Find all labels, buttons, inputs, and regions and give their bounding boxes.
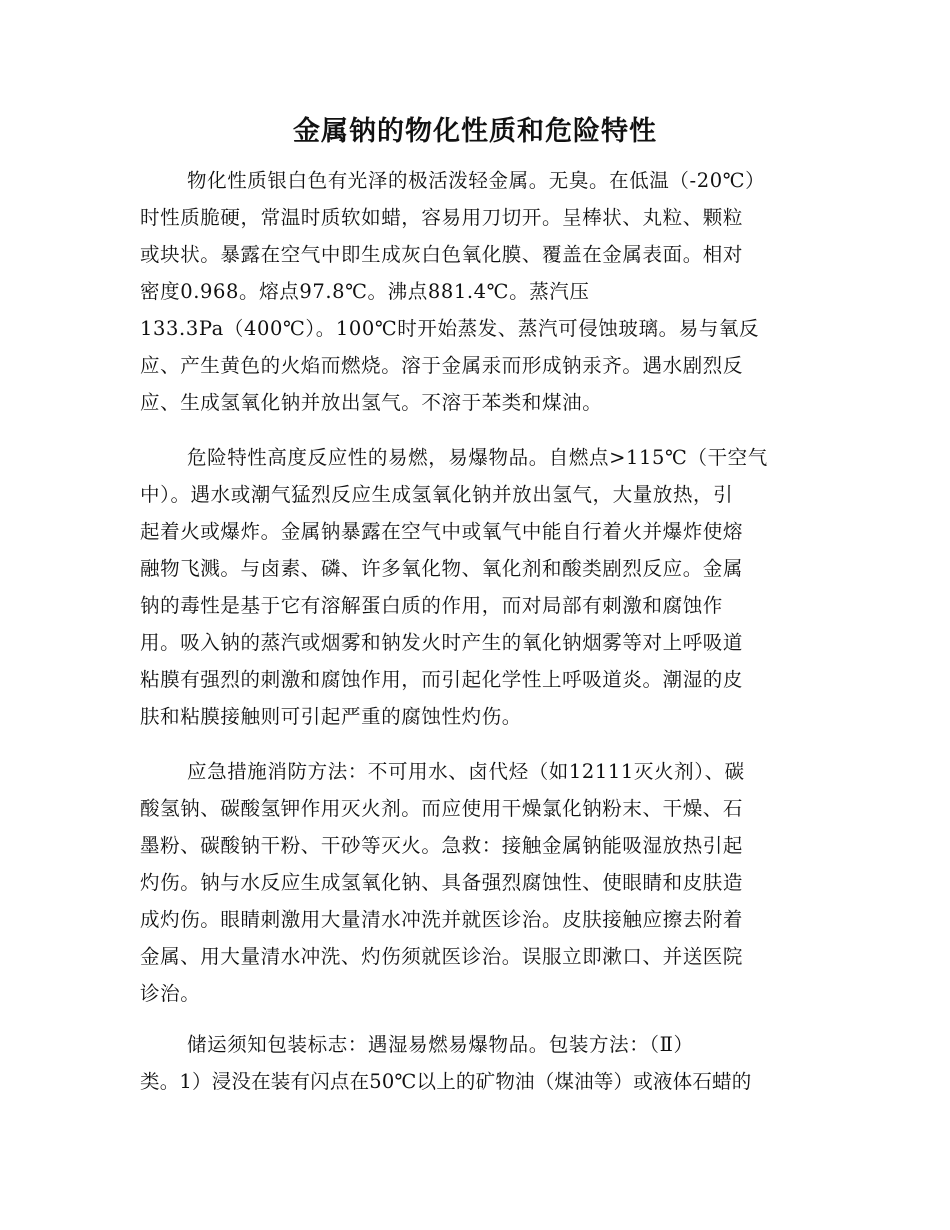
text-line: 肤和粘膜接触则可引起严重的腐蚀性灼伤。 [140,705,522,728]
text-line: 粘膜有强烈的刺激和腐蚀作用，而引起化学性上呼吸道炎。潮湿的皮 [140,668,744,691]
text-line: 成灼伤。眼睛刺激用大量清水冲洗并就医诊治。皮肤接触应擦去附着 [140,908,744,931]
paragraph-storage [140,1026,820,1100]
text-line: 用。吸入钠的蒸汽或烟雾和钠发火时产生的氧化钠烟雾等对上呼吸道 [140,631,744,654]
text-line: 金属、用大量清水冲洗、灼伤须就医诊治。误服立即漱口、并送医院 [140,945,744,968]
text-line: 133.3Pa（400℃）。100℃时开始蒸发、蒸汽可侵蚀玻璃。易与氧反 [140,317,760,340]
text-line: 时性质脆硬，常温时质软如蜡，容易用刀切开。呈棒状、丸粒、颗粒 [140,206,744,229]
paragraph-properties [140,162,800,421]
text-line: 密度0.968。熔点97.8℃。沸点881.4℃。蒸汽压 [140,280,590,303]
text-line: 应急措施消防方法：不可用水、卤代烃（如12111灭火剂）、碳 [187,760,745,783]
text-line: 融物飞溅。与卤素、磷、许多氧化物、氧化剂和酸类剧烈反应。金属 [140,557,744,580]
text-line: 应、生成氢氧化钠并放出氢气。不溶于苯类和煤油。 [140,391,603,414]
paragraph-hazards [140,439,800,735]
text-line: 或块状。暴露在空气中即生成灰白色氧化膜、覆盖在金属表面。相对 [140,243,744,266]
text-line: 类。1）浸没在装有闪点在50℃以上的矿物油（煤油等）或液体石蜡的 [140,1070,752,1093]
text-line: 应、产生黄色的火焰而燃烧。溶于金属汞而形成钠汞齐。遇水剧烈反 [140,354,744,377]
text-line: 起着火或爆炸。金属钠暴露在空气中或氧气中能自行着火并爆炸使熔 [140,520,744,543]
page-title: 金属钠的物化性质和危险特性 [293,116,657,147]
text-line: 危险特性高度反应性的易燃，易爆物品。自燃点>115℃（干空气 [187,446,768,469]
text-line: 钠的毒性是基于它有溶解蛋白质的作用，而对局部有刺激和腐蚀作 [140,594,723,617]
text-line: 墨粉、碳酸钠干粉、干砂等灭火。急救：接触金属钠能吸湿放热引起 [140,834,744,857]
text-line: 物化性质银白色有光泽的极活泼轻金属。无臭。在低温（-20℃） [187,169,766,192]
text-line: 储运须知包装标志：遇湿易燃易爆物品。包装方法：（Ⅱ） [187,1033,694,1056]
text-line: 中）。遇水或潮气猛烈反应生成氢氧化钠并放出氢气，大量放热，引 [140,483,734,506]
text-line: 诊治。 [140,982,201,1005]
paragraph-emergency [140,753,800,1012]
text-line: 灼伤。钠与水反应生成氢氧化钠、具备强烈腐蚀性、使眼睛和皮肤造 [140,871,744,894]
text-line: 酸氢钠、碳酸氢钾作用灭火剂。而应使用干燥氯化钠粉末、干燥、石 [140,797,744,820]
